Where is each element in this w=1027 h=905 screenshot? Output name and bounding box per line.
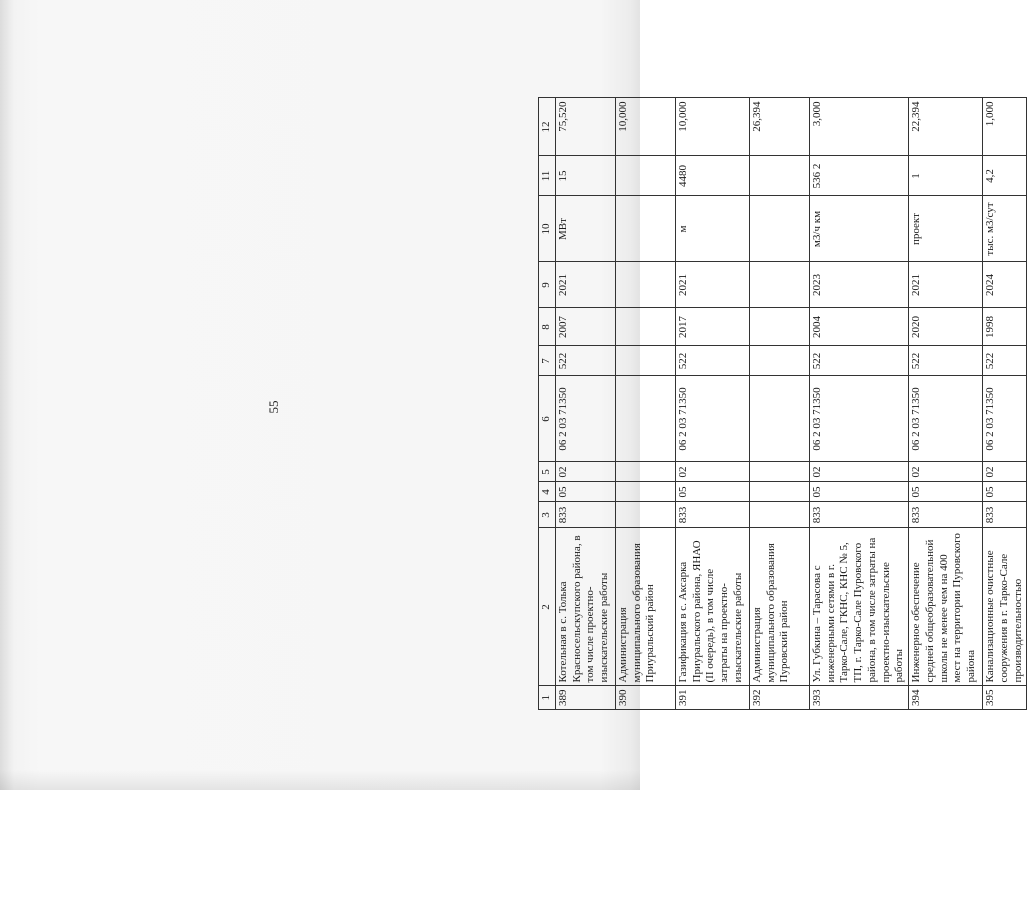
end-year-cell: 2021 xyxy=(555,262,615,308)
expense-type-cell: 522 xyxy=(809,346,908,376)
code-cell xyxy=(749,502,809,528)
object-name: Инженерное обеспечение средней общеобразовательной школы не менее чем на 400 мест на территории Пуровского района xyxy=(909,528,983,686)
end-year-cell: 2023 xyxy=(809,262,908,308)
header-cell: 4 xyxy=(539,482,556,502)
row-number: 395 xyxy=(983,686,1027,710)
object-name: Ул. Губкина – Тарасова с инженерными сетями в г. Тарко-Сале, ГКНС, КНС № 5, ТП, г. Тарко-Сале Пуровского района, в том числе затраты на проектно-изыскательские работы xyxy=(809,528,908,686)
object-name: Администрация муниципального образования Приуральский район xyxy=(615,528,675,686)
end-year-cell: 2024 xyxy=(983,262,1027,308)
header-cell: 11 xyxy=(539,156,556,196)
header-cell: 1 xyxy=(539,686,556,710)
code-cell: 833 xyxy=(809,502,908,528)
target-item-cell: 06 2 03 71350 xyxy=(675,376,749,462)
amount-cell: 1,000 xyxy=(983,98,1027,156)
end-year-cell xyxy=(749,262,809,308)
header-cell: 10 xyxy=(539,196,556,262)
section-cell xyxy=(615,482,675,502)
capacity-cell: 15 xyxy=(555,156,615,196)
target-item-cell xyxy=(615,376,675,462)
row-number: 394 xyxy=(909,686,983,710)
target-item-cell: 06 2 03 71350 xyxy=(983,376,1027,462)
header-cell: 5 xyxy=(539,462,556,482)
object-name: Котельная в с. Толька Красносельскупского района, в том числе проектно-изыскательские работы xyxy=(555,528,615,686)
expense-type-cell: 522 xyxy=(555,346,615,376)
capacity-cell: 1 xyxy=(909,156,983,196)
subsection-cell xyxy=(615,462,675,482)
row-number: 390 xyxy=(615,686,675,710)
table-row xyxy=(675,98,749,710)
start-year-cell xyxy=(749,308,809,346)
unit-cell: м3/ч км xyxy=(809,196,908,262)
unit-cell xyxy=(749,196,809,262)
amount-cell: 3,000 xyxy=(809,98,908,156)
target-item-cell xyxy=(749,376,809,462)
header-cell: 8 xyxy=(539,308,556,346)
table-row xyxy=(615,98,675,710)
end-year-cell xyxy=(615,262,675,308)
expense-type-cell: 522 xyxy=(675,346,749,376)
table-row xyxy=(809,98,908,710)
subsection-cell: 02 xyxy=(909,462,983,482)
subsection-cell: 02 xyxy=(983,462,1027,482)
capacity-cell xyxy=(749,156,809,196)
table-header-row xyxy=(539,98,556,710)
object-name: Канализационные очистные сооружения в г. Тарко-Сале производительностью xyxy=(983,528,1027,686)
code-cell: 833 xyxy=(909,502,983,528)
amount-cell: 10,000 xyxy=(615,98,675,156)
section-cell: 05 xyxy=(983,482,1027,502)
unit-cell: МВт xyxy=(555,196,615,262)
capacity-cell: 4480 xyxy=(675,156,749,196)
end-year-cell: 2021 xyxy=(675,262,749,308)
budget-table xyxy=(538,98,1027,711)
row-number: 393 xyxy=(809,686,908,710)
unit-cell: проект xyxy=(909,196,983,262)
amount-cell: 75,520 xyxy=(555,98,615,156)
section-cell: 05 xyxy=(909,482,983,502)
start-year-cell xyxy=(615,308,675,346)
target-item-cell: 06 2 03 71350 xyxy=(909,376,983,462)
header-cell: 3 xyxy=(539,502,556,528)
unit-cell xyxy=(615,196,675,262)
header-cell: 7 xyxy=(539,346,556,376)
code-cell: 833 xyxy=(983,502,1027,528)
amount-cell: 26,394 xyxy=(749,98,809,156)
row-number: 389 xyxy=(555,686,615,710)
row-number: 391 xyxy=(675,686,749,710)
amount-cell: 22,394 xyxy=(909,98,983,156)
start-year-cell: 1998 xyxy=(983,308,1027,346)
page-number: 55 xyxy=(266,400,281,414)
capacity-cell xyxy=(615,156,675,196)
section-cell: 05 xyxy=(675,482,749,502)
expense-type-cell xyxy=(749,346,809,376)
header-cell: 2 xyxy=(539,528,556,686)
header-cell: 12 xyxy=(539,98,556,156)
capacity-cell: 536 2 xyxy=(809,156,908,196)
expense-type-cell xyxy=(615,346,675,376)
unit-cell: м xyxy=(675,196,749,262)
capacity-cell: 4,2 xyxy=(983,156,1027,196)
section-cell: 05 xyxy=(555,482,615,502)
subsection-cell: 02 xyxy=(675,462,749,482)
table-row xyxy=(555,98,615,710)
start-year-cell: 2017 xyxy=(675,308,749,346)
amount-cell: 10,000 xyxy=(675,98,749,156)
code-cell: 833 xyxy=(555,502,615,528)
target-item-cell: 06 2 03 71350 xyxy=(809,376,908,462)
table-row xyxy=(749,98,809,710)
expense-type-cell: 522 xyxy=(909,346,983,376)
expense-type-cell: 522 xyxy=(983,346,1027,376)
start-year-cell: 2007 xyxy=(555,308,615,346)
section-cell xyxy=(749,482,809,502)
subsection-cell xyxy=(749,462,809,482)
code-cell xyxy=(615,502,675,528)
end-year-cell: 2021 xyxy=(909,262,983,308)
start-year-cell: 2004 xyxy=(809,308,908,346)
subsection-cell: 02 xyxy=(809,462,908,482)
code-cell: 833 xyxy=(675,502,749,528)
object-name: Администрация муниципального образования Пуровский район xyxy=(749,528,809,686)
section-cell: 05 xyxy=(809,482,908,502)
target-item-cell: 06 2 03 71350 xyxy=(555,376,615,462)
table-row xyxy=(983,98,1027,710)
row-number: 392 xyxy=(749,686,809,710)
subsection-cell: 02 xyxy=(555,462,615,482)
unit-cell: тыс. м3/сут xyxy=(983,196,1027,262)
object-name: Газификация в с. Аксарка Приуральского района, ЯНАО (II очередь), в том числе затраты на проектно-изыскательские работы xyxy=(675,528,749,686)
start-year-cell: 2020 xyxy=(909,308,983,346)
header-cell: 9 xyxy=(539,262,556,308)
table-row xyxy=(909,98,983,710)
header-cell: 6 xyxy=(539,376,556,462)
